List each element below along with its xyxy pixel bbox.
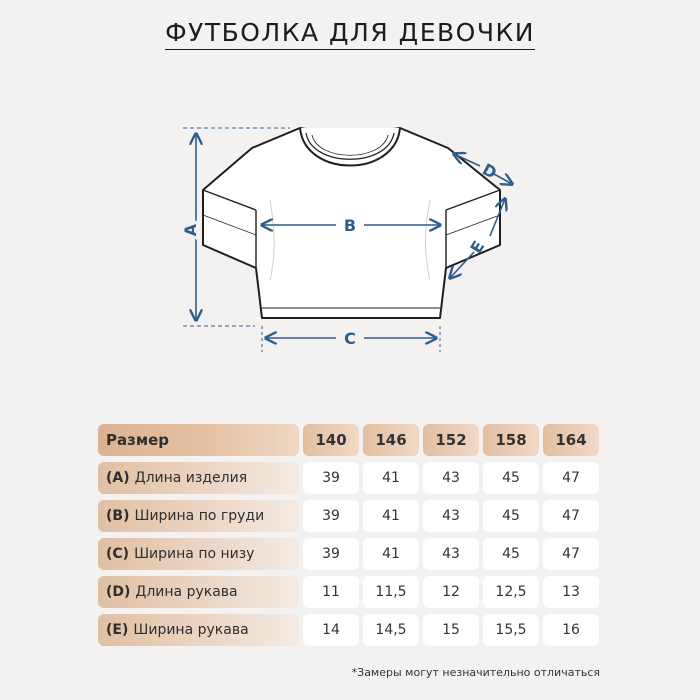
table-cell: 12 [423, 576, 479, 608]
table-cell: 39 [303, 500, 359, 532]
row-code: (D) [106, 584, 131, 600]
header-label [98, 424, 299, 456]
row-code: (C) [106, 546, 130, 562]
table-cell: 41 [363, 538, 419, 570]
table-cell: 43 [423, 500, 479, 532]
table-cell: 41 [363, 462, 419, 494]
table-cell: 14,5 [363, 614, 419, 646]
table-cell: 41 [363, 500, 419, 532]
row-label [98, 462, 299, 494]
table-cell: 45 [483, 538, 539, 570]
table-cell: 12,5 [483, 576, 539, 608]
page-title-text: ФУТБОЛКА ДЛЯ ДЕВОЧКИ [165, 18, 535, 50]
size-158: 158 [483, 424, 539, 456]
table-cell: 45 [483, 462, 539, 494]
table-cell: 13 [543, 576, 599, 608]
row-label [98, 538, 299, 570]
table-cell: 47 [543, 538, 599, 570]
header-label-text: Размер [106, 431, 170, 449]
row-label-text: Ширина по низу [134, 546, 255, 562]
row-label-text: Ширина по груди [134, 508, 265, 524]
table-cell: 15,5 [483, 614, 539, 646]
table-cell: 14 [303, 614, 359, 646]
row-code: (A) [106, 470, 130, 486]
table-cell: 43 [423, 462, 479, 494]
table-cell: 39 [303, 538, 359, 570]
dimension-label-c: C [344, 329, 356, 348]
table-cell: 39 [303, 462, 359, 494]
footnote: *Замеры могут незначительно отличаться [351, 666, 600, 679]
table-cell: 47 [543, 462, 599, 494]
row-code: (E) [106, 622, 129, 638]
dimension-label-e: E [466, 237, 489, 257]
table-cell: 45 [483, 500, 539, 532]
size-140: 140 [303, 424, 359, 456]
table-cell: 15 [423, 614, 479, 646]
size-146: 146 [363, 424, 419, 456]
dimension-label-b: B [343, 216, 357, 235]
size-152: 152 [423, 424, 479, 456]
dimension-label-a: A [181, 223, 200, 237]
row-label [98, 576, 299, 608]
row-label-text: Ширина рукава [133, 622, 249, 638]
table-cell: 11 [303, 576, 359, 608]
row-label-text: Длина рукава [135, 584, 238, 600]
table-cell: 47 [543, 500, 599, 532]
row-code: (B) [106, 508, 130, 524]
table-cell: 43 [423, 538, 479, 570]
table-cell: 16 [543, 614, 599, 646]
size-164: 164 [543, 424, 599, 456]
row-label [98, 614, 299, 646]
row-label [98, 500, 299, 532]
table-cell: 11,5 [363, 576, 419, 608]
row-label-text: Длина изделия [134, 470, 248, 486]
dimension-label-d: D [479, 159, 500, 183]
